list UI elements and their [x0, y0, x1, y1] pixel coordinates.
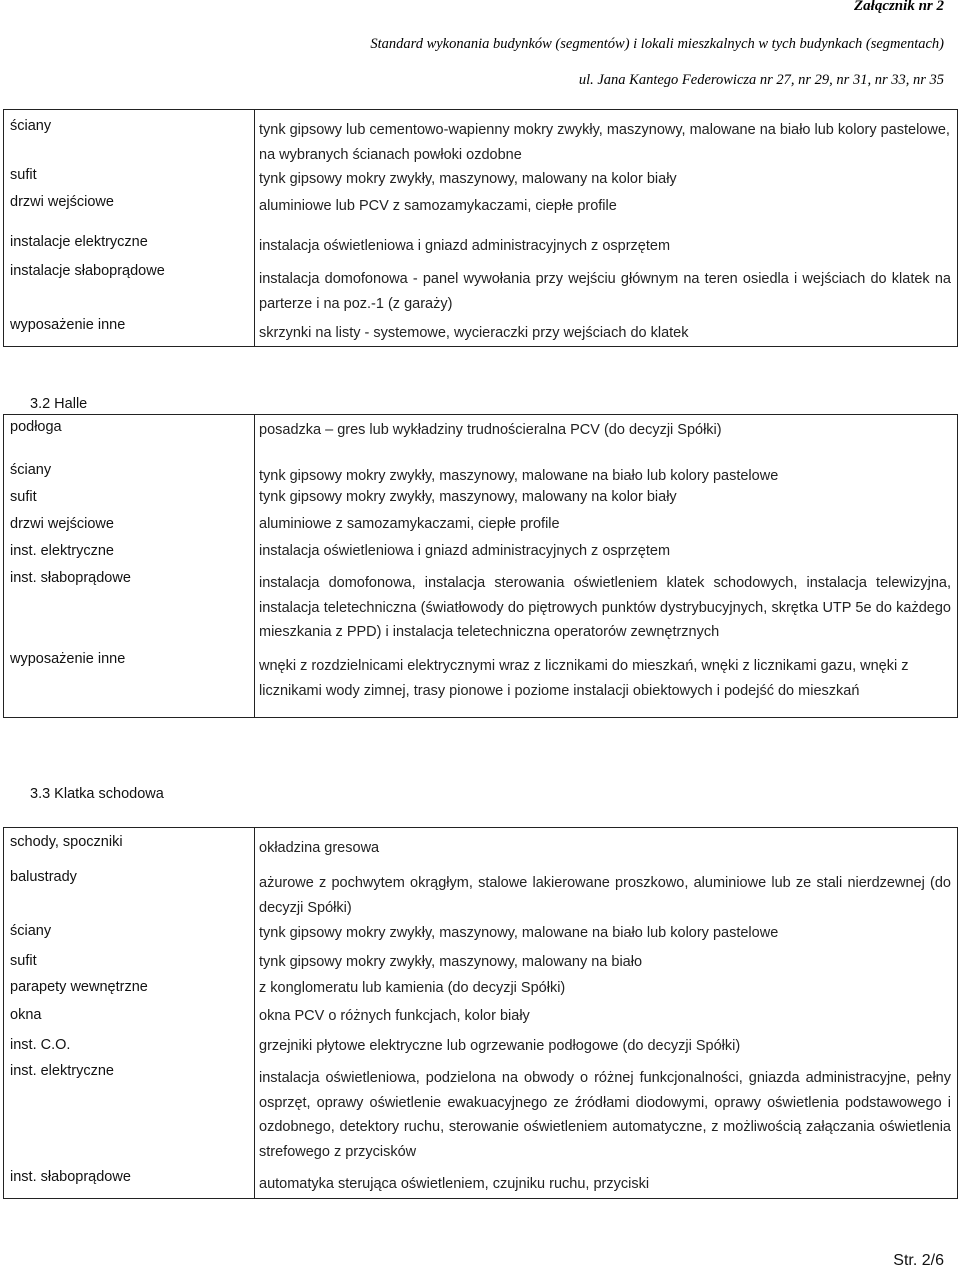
row-label: ściany — [10, 118, 52, 134]
row-label: drzwi wejściowe — [10, 516, 114, 532]
row-value: grzejniki płytowe elektryczne lub ogrzewanie podłogowe (do decyzji Spółki) — [259, 1038, 741, 1054]
row-value: posadzka – gres lub wykładziny trudnościeralna PCV (do decyzji Spółki) — [259, 422, 722, 438]
row-value: tynk gipsowy mokry zwykły, maszynowy, malowany na biało — [259, 954, 643, 970]
column-divider — [254, 828, 255, 1198]
row-value: ażurowe z pochwytem okrągłym, stalowe lakierowane proszkowo, aluminiowe lub ze stali nierdzewnej (do decyzji Spółki) — [259, 875, 951, 916]
row-label: wyposażenie inne — [10, 317, 126, 333]
page-number: Str. 2/6 — [893, 1252, 944, 1269]
row-label: inst. C.O. — [10, 1037, 71, 1053]
row-label: instalacje elektryczne — [10, 234, 148, 250]
row-label: inst. elektryczne — [10, 543, 114, 559]
row-value: automatyka sterująca oświetleniem, czujniku ruchu, przyciski — [259, 1176, 650, 1192]
row-value: tynk gipsowy mokry zwykły, maszynowy, malowane na biało lub kolory pastelowe — [259, 925, 779, 941]
row-value: z konglomeratu lub kamienia (do decyzji Spółki) — [259, 980, 566, 996]
attachment-number: Załącznik nr 2 — [853, 0, 944, 14]
row-value: instalacja domofonowa, instalacja sterowania oświetleniem klatek schodowych, instalacja telewizyjna, instalacja teletechniczna (światłowody do piętrowych punktów dystrybucyjnych, skrętka UTP 5e do każdego mieszkania z PPD) i instalacja teletechniczna operatorów zewnętrznych — [259, 575, 951, 640]
row-label: inst. elektryczne — [10, 1063, 114, 1079]
table-common-areas — [3, 109, 958, 347]
row-value: okna PCV o różnych funkcjach, kolor biały — [259, 1008, 530, 1024]
column-divider — [254, 415, 255, 717]
row-label: okna — [10, 1007, 42, 1023]
row-label: instalacje słaboprądowe — [10, 263, 165, 279]
row-value: instalacja oświetleniowa i gniazd administracyjnych z osprzętem — [259, 238, 671, 254]
row-value: okładzina gresowa — [259, 840, 380, 856]
row-label: sufit — [10, 167, 37, 183]
row-value: tynk gipsowy lub cementowo-wapienny mokry zwykły, maszynowy, malowane na biało lub kolory pastelowe, na wybranych ścianach powłoki ozdobne — [259, 122, 950, 163]
row-label: sufit — [10, 953, 37, 969]
table-halle — [3, 414, 958, 718]
row-label: ściany — [10, 462, 52, 478]
row-label: sufit — [10, 489, 37, 505]
row-value: wnęki z rozdzielnicami elektrycznymi wraz z licznikami do mieszkań, wnęki z licznikami gazu, wnęki z licznikami wody zimnej, trasy pionowe i poziome instalacji obiektowych i podejść do mieszkań — [259, 658, 909, 699]
row-value: aluminiowe z samozamykaczami, ciepłe profile — [259, 516, 560, 532]
table-staircase — [3, 827, 958, 1199]
row-label: wyposażenie inne — [10, 651, 126, 667]
row-value: skrzynki na listy - systemowe, wycieraczki przy wejściach do klatek — [259, 325, 689, 341]
row-value: instalacja oświetleniowa i gniazd administracyjnych z osprzętem — [259, 543, 671, 559]
row-value: tynk gipsowy mokry zwykły, maszynowy, malowane na biało lub kolory pastelowe — [259, 468, 779, 484]
document-address: ul. Jana Kantego Federowicza nr 27, nr 29, nr 31, nr 33, nr 35 — [578, 72, 944, 88]
row-value: tynk gipsowy mokry zwykły, maszynowy, malowany na kolor biały — [259, 171, 677, 187]
row-value: instalacja oświetleniowa, podzielona na obwody o różnej funkcjonalności, gniazda administracyjne, pełny osprzęt, oprawy oświetlenie ewakuacyjnego ze źródłami diodowymi, oprawy oświetlenia podstawowego i ozdobnego, detektory ruchu, sterowanie oświetleniem automatyczne, z możliwością załączania oświetlenia strefowego z przycisków — [259, 1070, 951, 1160]
section-title-halle: 3.2 Halle — [30, 396, 88, 412]
column-divider — [254, 110, 255, 346]
row-value: instalacja domofonowa - panel wywołania przy wejściu głównym na teren osiedla i wejściach do klatek na parterze i na poz.-1 (z garaży) — [259, 271, 951, 312]
row-label: schody, spoczniki — [10, 834, 123, 850]
row-label: ściany — [10, 923, 52, 939]
document-subtitle: Standard wykonania budynków (segmentów) i lokali mieszkalnych w tych budynkach (segmentach) — [370, 36, 944, 52]
row-label: podłoga — [10, 419, 62, 435]
section-title-staircase: 3.3 Klatka schodowa — [30, 786, 164, 802]
row-label: inst. słaboprądowe — [10, 1169, 131, 1185]
row-value: tynk gipsowy mokry zwykły, maszynowy, malowany na kolor biały — [259, 489, 677, 505]
row-label: balustrady — [10, 869, 77, 885]
row-label: drzwi wejściowe — [10, 194, 114, 210]
row-value: aluminiowe lub PCV z samozamykaczami, ciepłe profile — [259, 198, 617, 214]
row-label: inst. słaboprądowe — [10, 570, 131, 586]
row-label: parapety wewnętrzne — [10, 979, 148, 995]
